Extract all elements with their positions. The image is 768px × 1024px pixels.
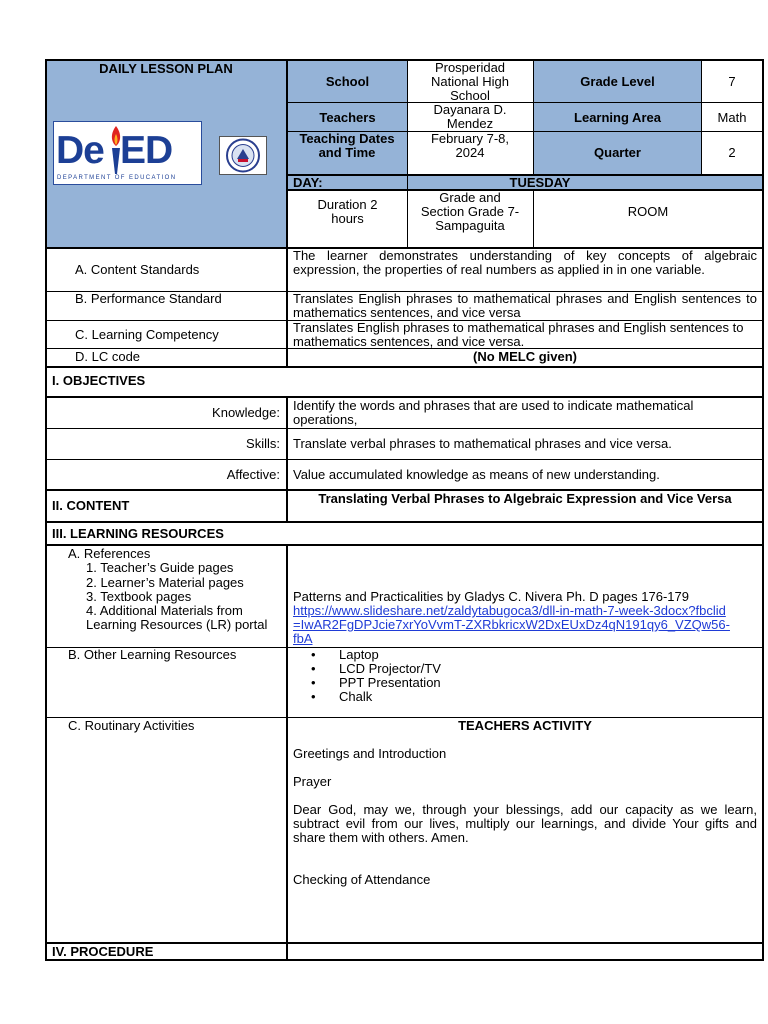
grade-level-label: Grade Level: [580, 74, 655, 89]
skills-value: Translate verbal phrases to mathematical phrases and vice versa.: [293, 436, 672, 451]
quarter-label: Quarter: [594, 145, 641, 160]
learning-competency-value: Translates English phrases to mathematical phrases and English sentences to mathematics sentences, and vice versa.: [293, 320, 744, 349]
day-label: DAY:: [293, 175, 323, 190]
lc-code-value: (No MELC given): [473, 349, 577, 364]
performance-standard-label: B. Performance Standard: [75, 291, 222, 306]
learning-area-label: Learning Area: [574, 110, 661, 125]
knowledge-label: Knowledge:: [212, 405, 280, 420]
performance-standard-value: Translates English phrases to mathematical phrases and English sentences to mathematics sentences, and vice versa: [293, 291, 757, 320]
affective-value: Value accumulated knowledge as means of new understanding.: [293, 467, 660, 482]
greetings-text: Greetings and Introduction: [293, 746, 447, 761]
additional-materials-link[interactable]: https://www.slideshare.net/zaldytabugoca3/dll-in-math-7-week-3docx?fbclid=IwAR2FgDPJcie7xrYoVvmT-ZXRbkricxW2DxEUxDz4qN191qy6_VZQw56-fbA: [293, 603, 730, 646]
grade-section-cell: Grade and Section Grade 7- Sampaguita: [420, 190, 520, 233]
objectives-heading: I. OBJECTIVES: [52, 373, 146, 388]
day-value: TUESDAY: [509, 175, 571, 190]
lc-code-label: D. LC code: [75, 349, 141, 364]
procedure-heading: IV. PROCEDURE: [52, 944, 154, 959]
deped-logo-d: De: [56, 129, 104, 172]
teaching-dates-label: Teaching Dates and Time: [299, 131, 395, 160]
other-resources-list: [311, 648, 441, 704]
deped-logo-subtext: DEPARTMENT OF EDUCATION: [57, 175, 177, 181]
routinary-activities-label: C. Routinary Activities: [68, 718, 195, 733]
list-item: • Laptop: [311, 648, 441, 662]
teachers-value: Dayanara D. Mendez: [433, 102, 507, 131]
prayer-body: Dear God, may we, through your blessings, add our capacity as we learn, subtract evil from our lives, multiply our learnings, and divide Your gifts and share them with others. Amen.: [293, 802, 757, 845]
other-resources-label: B. Other Learning Resources: [68, 647, 237, 662]
textbook-value: Patterns and Practicalities by Gladys C. Nivera Ph. D pages 176-179: [293, 589, 689, 604]
teachers-guide-label: 1. Teacher’s Guide pages: [86, 560, 234, 575]
list-item: • LCD Projector/TV: [311, 662, 441, 676]
references-label: A. References: [68, 546, 151, 561]
teaching-dates-value: February 7-8, 2024: [430, 131, 510, 160]
learning-resources-heading: III. LEARNING RESOURCES: [52, 526, 224, 541]
content-standards-label: A. Content Standards: [75, 262, 200, 277]
content-value: Translating Verbal Phrases to Algebraic Expression and Vice Versa: [318, 491, 732, 506]
skills-label: Skills:: [246, 436, 280, 451]
list-item: • Chalk: [311, 690, 441, 704]
deped-seal-icon: [219, 136, 267, 175]
content-standards-value: The learner demonstrates understanding of key concepts of algebraic expression, the properties of real numbers as applied in in one variable.: [293, 248, 757, 277]
teachers-label: Teachers: [319, 110, 376, 125]
lesson-plan-title: DAILY LESSON PLAN: [99, 61, 233, 76]
room-cell: ROOM: [627, 204, 669, 219]
school-value: Prosperidad National High School: [430, 60, 510, 103]
attendance-text: Checking of Attendance: [293, 872, 431, 887]
quarter-value: 2: [728, 145, 736, 160]
additional-materials-label: 4. Additional Materials from Learning Resources (LR) portal: [86, 603, 268, 632]
teachers-activity-heading: TEACHERS ACTIVITY: [458, 718, 592, 733]
content-heading: II. CONTENT: [52, 498, 130, 513]
grade-level-value: 7: [728, 74, 736, 89]
learning-competency-label: C. Learning Competency: [75, 327, 219, 342]
learning-area-value: Math: [717, 110, 747, 125]
learners-material-label: 2. Learner’s Material pages: [86, 575, 244, 590]
list-item: • PPT Presentation: [311, 676, 441, 690]
knowledge-value: Identify the words and phrases that are used to indicate mathematical operations,: [293, 398, 694, 427]
duration-cell: Duration 2 hours: [317, 197, 378, 226]
school-label: School: [325, 74, 370, 89]
prayer-text: Prayer: [293, 774, 332, 789]
affective-label: Affective:: [226, 467, 280, 482]
deped-logo-ed: ED: [120, 129, 173, 172]
textbook-label: 3. Textbook pages: [86, 589, 192, 604]
deped-logo: [53, 121, 202, 185]
